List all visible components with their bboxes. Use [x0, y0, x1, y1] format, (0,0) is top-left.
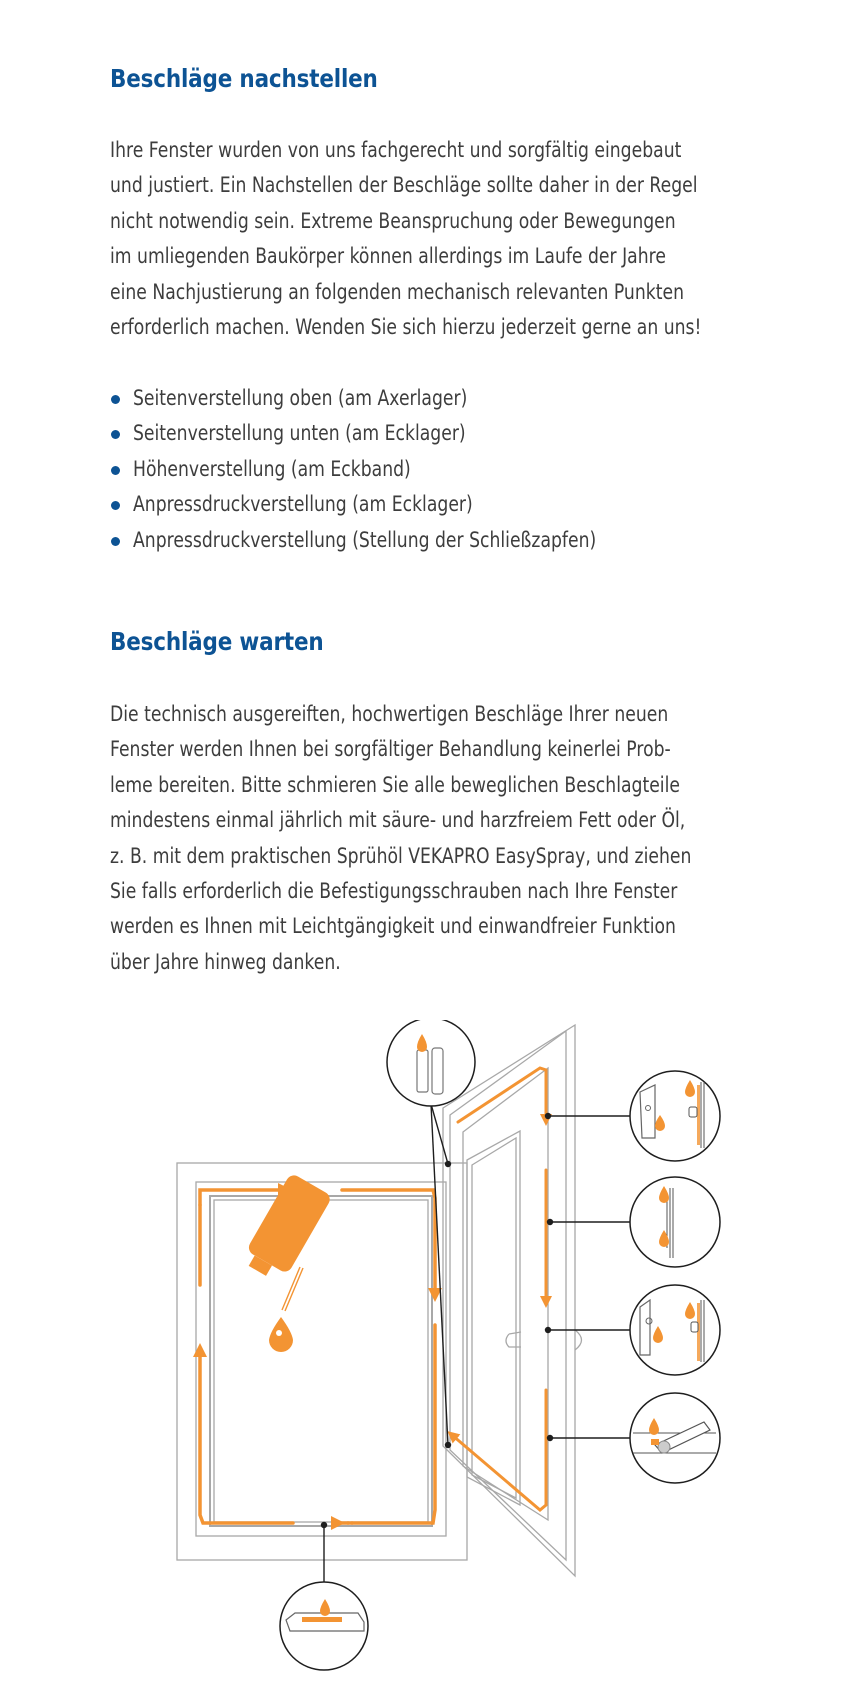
detail-corner-bearing — [630, 1393, 720, 1483]
paragraph-line: leme bereiten. Bitte schmieren Sie alle beweglichen Beschlagteile — [110, 772, 680, 797]
detail-locking-bar — [630, 1177, 720, 1267]
paragraph-line: über Jahre hinweg danken. — [110, 949, 341, 974]
list-item: Anpressdruckverstellung (am Ecklager) — [110, 487, 698, 522]
list-item: Höhenverstellung (am Eckband) — [110, 452, 698, 487]
paragraph-line: mindestens einmal jährlich mit säure- und harzfreiem Fett oder Öl, — [110, 808, 686, 833]
paragraph-line: Sie falls erforderlich die Befestigungsschrauben nach Ihre Fenster — [110, 879, 678, 904]
paragraph-line: und justiert. Ein Nachstellen der Beschläge sollte daher in der Regel — [110, 173, 698, 198]
paragraph-line: eine Nachjustierung an folgenden mechanisch relevanten Punkten — [110, 279, 684, 304]
callout-dots — [321, 1113, 553, 1528]
detail-bottom-keeper — [280, 1582, 368, 1670]
paragraph-line: Ihre Fenster wurden von uns fachgerecht und sorgfältig eingebaut — [110, 138, 682, 162]
window-frame — [177, 1163, 467, 1560]
paragraph-line: nicht notwendig sein. Extreme Beanspruchung oder Bewegungen — [110, 208, 676, 233]
lubrication-path-frame — [200, 1190, 435, 1523]
bullet-icon — [111, 537, 120, 546]
paragraph-line: im umliegenden Baukörper können allerdings im Laufe der Jahre — [110, 244, 666, 269]
bullet-icon — [111, 430, 120, 439]
bullet-icon — [111, 466, 120, 475]
paragraph-line: Die technisch ausgereiften, hochwertigen Beschläge Ihrer neuen — [110, 702, 669, 726]
maintain-paragraph — [110, 697, 733, 980]
list-item: Seitenverstellung oben (am Axerlager) — [110, 381, 698, 416]
window-lubrication-illustration — [0, 1020, 858, 1693]
paragraph-line: erforderlich machen. Wenden Sie sich hierzu jederzeit gerne an uns! — [110, 315, 702, 340]
window-sash — [443, 1025, 582, 1576]
bullet-icon — [111, 501, 120, 510]
section-heading-maintain: Beschläge warten — [110, 627, 324, 656]
list-item: Anpressdruckverstellung (Stellung der Schließzapfen) — [110, 523, 698, 558]
adjust-paragraph — [110, 133, 733, 345]
lubrication-path-sash — [452, 1068, 546, 1510]
detail-hinge-top — [387, 1020, 475, 1106]
list-item: Seitenverstellung unten (am Ecklager) — [110, 416, 698, 451]
paragraph-line: werden es Ihnen mit Leichtgängigkeit und einwandfreier Funktion — [110, 914, 676, 939]
bullet-icon — [111, 395, 120, 404]
detail-locking-cam-upper — [630, 1071, 720, 1161]
adjustment-points-list — [110, 381, 698, 558]
section-heading-adjust: Beschläge nachstellen — [110, 64, 378, 93]
detail-locking-cam-lower — [630, 1285, 720, 1375]
callout-lines — [324, 1104, 630, 1583]
paragraph-line: z. B. mit dem praktischen Sprühöl VEKAPRO EasySpray, und ziehen — [110, 843, 692, 868]
paragraph-line: Fenster werden Ihnen bei sorgfältiger Behandlung keinerlei Prob- — [110, 737, 671, 762]
